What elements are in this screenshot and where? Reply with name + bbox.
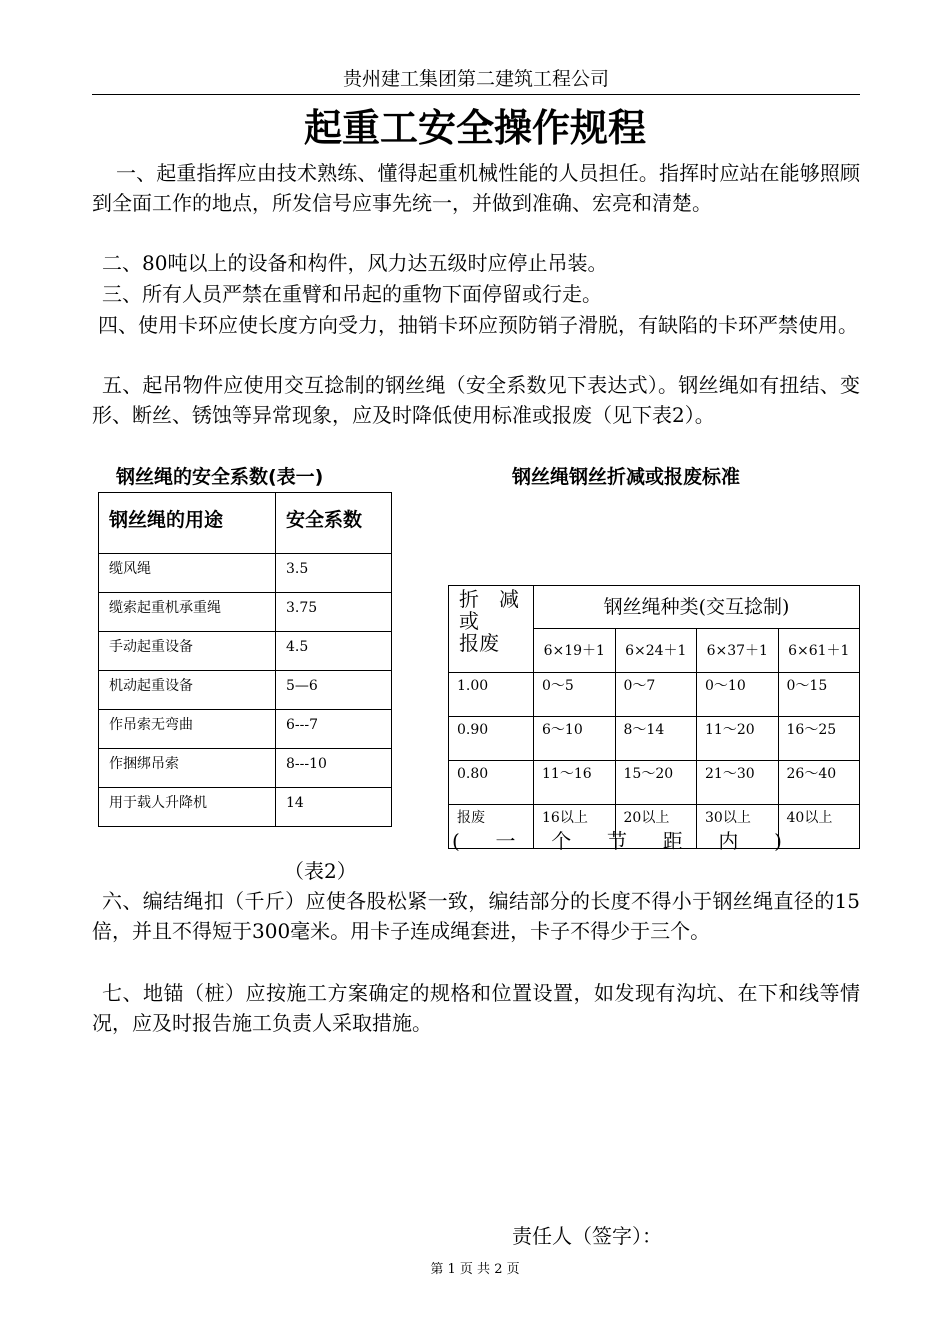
table-row [99, 749, 392, 788]
paragraph-6: 六、编结绳扣（千斤）应使各股松紧一致，编结部分的长度不得小于钢丝绳直径的15倍，并且不得短于300毫米。用卡子连成绳套进，卡子不得少于三个。 [92, 889, 860, 943]
safety-factor-table [98, 492, 392, 827]
paragraph-2: 二、80吨以上的设备和构件，风力达五级时应停止吊装。 [102, 251, 608, 275]
count-cell: 16～25 [778, 717, 860, 761]
table-row [99, 788, 392, 827]
paragraph-3: 三、所有人员严禁在重臂和吊起的重物下面停留或行走。 [102, 282, 602, 306]
kind-header: 6×61＋1 [778, 629, 860, 673]
count-cell: 6～10 [534, 717, 616, 761]
ratio-cell: 0.90 [449, 717, 534, 761]
table2-caption: 钢丝绳钢丝折减或报废标准 [512, 466, 741, 488]
usage-cell: 缆索起重机承重绳 [99, 593, 276, 632]
wire-reduction-table [448, 585, 860, 849]
count-cell: 8～14 [615, 717, 697, 761]
count-cell: 0～5 [534, 673, 616, 717]
factor-cell: 4.5 [276, 632, 392, 671]
corner-line: 或 [459, 609, 479, 633]
count-cell: 40以上 [778, 805, 860, 849]
factor-cell: 3.5 [276, 554, 392, 593]
count-cell: 11～20 [697, 717, 779, 761]
note-char: 距 [662, 829, 683, 853]
factor-cell: 5—6 [276, 671, 392, 710]
kind-header: 6×19＋1 [534, 629, 616, 673]
usage-cell: 手动起重设备 [99, 632, 276, 671]
count-cell: 20以上 [615, 805, 697, 849]
company-header: 贵州建工集团第二建筑工程公司 [92, 66, 860, 95]
count-cell: 26～40 [778, 761, 860, 805]
note-char: 一 [495, 829, 516, 853]
table-row [99, 710, 392, 749]
count-cell: 16以上 [534, 805, 616, 849]
ratio-cell: 报废 [449, 805, 534, 849]
count-cell: 0～7 [615, 673, 697, 717]
note-char: 节 [606, 829, 627, 853]
ratio-cell: 1.00 [449, 673, 534, 717]
kind-header: 6×24＋1 [615, 629, 697, 673]
paragraph-1: 一、起重指挥应由技术熟练、懂得起重机械性能的人员担任。指挥时应站在能够照顾到全面工作的地点，所发信号应事先统一，并做到准确、宏亮和清楚。 [92, 161, 860, 215]
note-char: 个 [551, 829, 572, 853]
group-header: 钢丝绳种类(交互捻制) [534, 586, 860, 629]
count-cell: 0～15 [778, 673, 860, 717]
within-one-pitch-note [452, 829, 782, 853]
corner-line: 报废 [459, 631, 499, 655]
kind-header: 6×37＋1 [697, 629, 779, 673]
paragraph-7: 七、地锚（桩）应按施工方案确定的规格和位置设置，如发现有沟坑、在下和线等情况，应及时报告施工负责人采取措施。 [92, 981, 860, 1035]
count-cell: 11～16 [534, 761, 616, 805]
table1-header-usage: 钢丝绳的用途 [99, 493, 276, 554]
count-cell: 21～30 [697, 761, 779, 805]
table1-header-factor: 安全系数 [276, 493, 392, 554]
note-char: ( [452, 829, 460, 853]
paragraph-4: 四、使用卡环应使长度方向受力，抽销卡环应预防销子滑脱，有缺陷的卡环严禁使用。 [98, 313, 858, 337]
usage-cell: 缆风绳 [99, 554, 276, 593]
table-row [99, 554, 392, 593]
count-cell: 30以上 [697, 805, 779, 849]
table-row [449, 673, 860, 717]
page-footer: 第 1 页 共 2 页 [430, 1262, 520, 1277]
note-char: ) [774, 829, 782, 853]
table2-label: （表2） [284, 859, 357, 883]
usage-cell: 机动起重设备 [99, 671, 276, 710]
count-cell: 0～10 [697, 673, 779, 717]
count-cell: 15～20 [615, 761, 697, 805]
corner-line: 折 减 [459, 587, 519, 611]
corner-header [449, 586, 534, 673]
note-char: 内 [718, 829, 739, 853]
usage-cell: 用于载人升降机 [99, 788, 276, 827]
paragraph-5: 五、起吊物件应使用交互捻制的钢丝绳（安全系数见下表达式）。钢丝绳如有扭结、变形、断丝、锈蚀等异常现象，应及时降低使用标准或报废（见下表2）。 [92, 373, 860, 427]
factor-cell: 14 [276, 788, 392, 827]
factor-cell: 3.75 [276, 593, 392, 632]
table-row [449, 717, 860, 761]
signature-line: 责任人（签字）： [512, 1224, 662, 1248]
factor-cell: 8---10 [276, 749, 392, 788]
table1-caption: 钢丝绳的安全系数(表一) [116, 466, 324, 488]
page-title: 起重工安全操作规程 [303, 106, 646, 150]
ratio-cell: 0.80 [449, 761, 534, 805]
table-row [449, 761, 860, 805]
table-row [99, 593, 392, 632]
table-row [99, 632, 392, 671]
table-row [99, 671, 392, 710]
factor-cell: 6---7 [276, 710, 392, 749]
usage-cell: 作捆绑吊索 [99, 749, 276, 788]
usage-cell: 作吊索无弯曲 [99, 710, 276, 749]
